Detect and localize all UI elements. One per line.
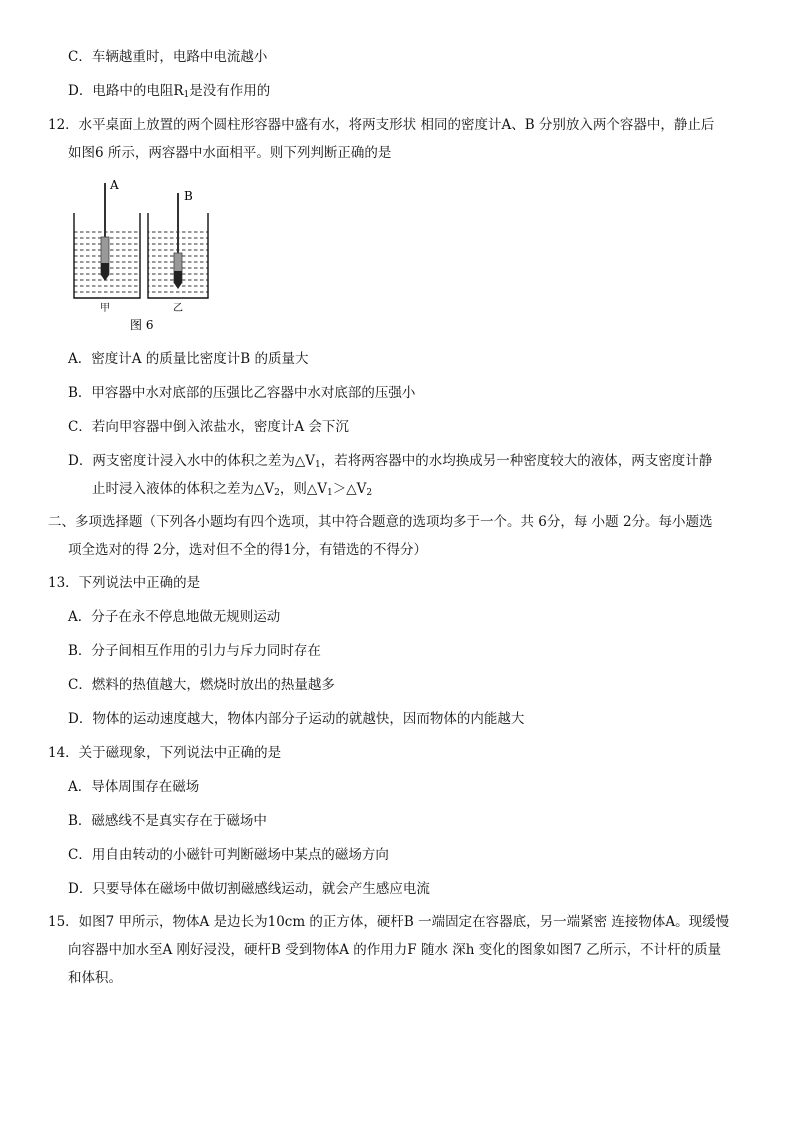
q11-option-c: C．车辆越重时，电路中电流越小 <box>68 49 268 65</box>
q14-option-a: A．导体周围存在磁场 <box>68 779 200 795</box>
label-yi: 乙 <box>173 303 183 314</box>
q14-stem: 14．关于磁现象，下列说法中正确的是 <box>48 745 282 761</box>
q12-option-c: C．若向甲容器中倒入浓盐水，密度计A 会下沉 <box>68 419 349 435</box>
q12-option-a: A．密度计A 的质量比密度计B 的质量大 <box>68 351 309 367</box>
q11-option-d: D．电路中的电阻$R_1$是没有作用的 <box>68 83 271 100</box>
q15-stem-line1: 15．如图7 甲所示，物体A 是边长为10cm 的正方体，硬杆B 一端固定在容器底，另一端紧密 连接物体A。现缓慢 <box>48 914 730 930</box>
q15-stem-line3: 和体积。 <box>68 970 122 986</box>
q12-option-d-line1: D．两支密度计浸入水中的体积之差为$\triangle V_1$，若将两容器中的水均换成另一种密度较大的液体，两支密度计静 <box>68 453 713 470</box>
label-jia: 甲 <box>100 303 110 314</box>
q13-stem: 13．下列说法中正确的是 <box>48 575 201 591</box>
q12-option-d-line2: 止时浸入液体的体积之差为$\triangle V_2$，则$\triangle V_1>\triangle V_2$ <box>92 481 373 498</box>
section2-heading-line2: 项全选对的得 2分，选对但不全的得1分，有错选的不得分） <box>68 542 427 558</box>
q13-option-a: A．分子在永不停息地做无规则运动 <box>68 609 281 625</box>
figure-6-hydrometers <box>68 175 218 335</box>
label-b: B <box>184 189 193 203</box>
q13-option-d: D．物体的运动速度越大，物体内部分子运动的就越快，因而物体的内能越大 <box>68 711 525 727</box>
q13-option-c: C．燃料的热值越大，燃烧时放出的热量越多 <box>68 677 335 693</box>
figure-caption: 图 6 <box>130 318 154 332</box>
q15-stem-line2: 向容器中加水至A 刚好浸没，硬杆B 受到物体A 的作用力F 随水 深h 变化的图象如图7 乙所示，不计杆的质量 <box>68 942 722 958</box>
label-a: A <box>110 178 119 192</box>
q14-option-d: D．只要导体在磁场中做切割磁感线运动，就会产生感应电流 <box>68 881 430 897</box>
q14-option-b: B．磁感线不是真实存在于磁场中 <box>68 813 267 829</box>
q12-stem-line1: 12．水平桌面上放置的两个圆柱形容器中盛有水，将两支形状 相同的密度计A、B 分别放入两个容器中，静止后 <box>48 117 715 133</box>
q14-option-c: C．用自由转动的小磁针可判断磁场中某点的磁场方向 <box>68 847 389 863</box>
section2-heading-line1: 二、多项选择题（下列各小题均有四个选项，其中符合题意的选项均多于一个。共 6分，每 小题 2分。每小题选 <box>48 514 713 530</box>
q13-option-b: B．分子间相互作用的引力与斥力同时存在 <box>68 643 321 659</box>
q12-option-b: B．甲容器中水对底部的压强比乙容器中水对底部的压强小 <box>68 385 416 401</box>
q12-stem-line2: 如图6 所示，两容器中水面相平。则下列判断正确的是 <box>68 145 392 161</box>
